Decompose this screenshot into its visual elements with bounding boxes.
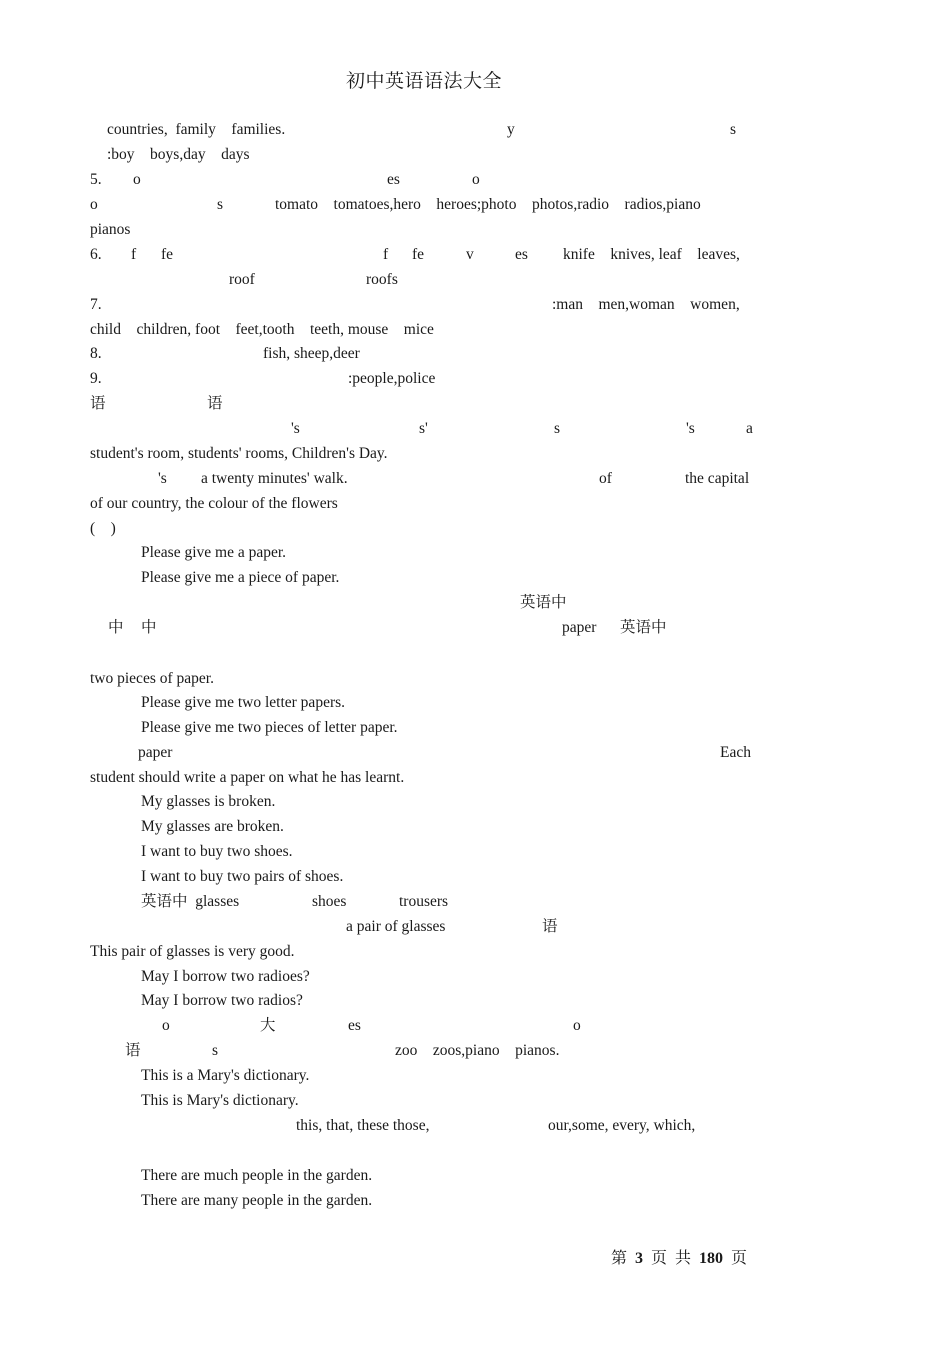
text-line: 's	[158, 470, 167, 487]
text-line: Please give me a paper.	[141, 544, 287, 561]
text-line: 's	[291, 420, 300, 437]
text-line: 语	[542, 918, 558, 935]
text-line: 英语中	[620, 619, 667, 636]
text-line: 6.	[90, 246, 102, 263]
text-line: es	[387, 171, 400, 188]
text-line: shoes	[312, 893, 347, 910]
text-line: 语	[207, 395, 223, 412]
text-line: tomato tomatoes,hero heroes;photo photos,radio radios,piano	[275, 196, 701, 213]
text-line: fe	[161, 246, 174, 263]
text-line: student should write a paper on what he has learnt.	[90, 769, 405, 786]
text-line: My glasses is broken.	[141, 793, 276, 810]
text-line: es	[515, 246, 528, 263]
text-line: o	[472, 171, 480, 188]
text-line: Please give me a piece of paper.	[141, 569, 340, 586]
text-line: 英语中	[520, 594, 567, 611]
footer-total-pages: 180	[699, 1250, 724, 1267]
text-line: My glasses are broken.	[141, 818, 284, 835]
text-line: May I borrow two radios?	[141, 992, 303, 1009]
text-line: es	[348, 1017, 361, 1034]
text-line: student's room, students' rooms, Children's Day.	[90, 445, 388, 462]
footer-mid: 页 共	[651, 1250, 692, 1267]
text-line: pianos	[90, 221, 131, 238]
text-line: 中	[141, 619, 157, 636]
text-line: of our country, the colour of the flowers	[90, 495, 338, 512]
text-line: s	[730, 121, 737, 138]
text-line: a twenty minutes' walk.	[201, 470, 348, 487]
text-line: the capital	[685, 470, 750, 487]
text-line: o	[573, 1017, 581, 1034]
text-line: paper	[562, 619, 597, 636]
text-line: Please give me two pieces of letter paper.	[141, 719, 398, 736]
text-line: This is Mary's dictionary.	[141, 1092, 299, 1109]
text-line: trousers	[399, 893, 449, 910]
text-line: Each	[720, 744, 751, 761]
text-line: 's	[686, 420, 695, 437]
text-line: s'	[419, 420, 428, 437]
text-line: 中	[108, 619, 124, 636]
text-line: 8.	[90, 345, 102, 362]
text-line: f	[383, 246, 389, 263]
text-line: s	[212, 1042, 219, 1059]
text-line: fish, sheep,deer	[263, 345, 360, 362]
text-line: 语	[125, 1042, 141, 1059]
text-line: this, that, these those,	[296, 1117, 430, 1134]
text-line: o	[133, 171, 141, 188]
text-line: a	[746, 420, 753, 437]
text-line: two pieces of paper.	[90, 670, 214, 687]
text-line: f	[131, 246, 137, 263]
text-line: 大	[260, 1017, 276, 1034]
text-line: fe	[412, 246, 425, 263]
text-line: :boy boys,day days	[107, 146, 250, 163]
text-line: roof	[229, 271, 255, 288]
text-line: May I borrow two radioes?	[141, 968, 310, 985]
text-line: o	[162, 1017, 170, 1034]
text-line: There are many people in the garden.	[141, 1192, 373, 1209]
text-line: paper	[138, 744, 173, 761]
text-line: 9.	[90, 370, 102, 387]
text-line: a pair of glasses	[346, 918, 446, 935]
footer-suffix: 页	[731, 1250, 748, 1267]
text-line: zoo zoos,piano pianos.	[395, 1042, 560, 1059]
text-line: :man men,woman women,	[552, 296, 740, 313]
text-line: This pair of glasses is very good.	[90, 943, 295, 960]
text-line: I want to buy two pairs of shoes.	[141, 868, 344, 885]
text-line: :people,police	[348, 370, 436, 387]
text-line: 7.	[90, 296, 102, 313]
text-line: 英语中 glasses	[141, 893, 240, 910]
text-line: v	[466, 246, 474, 263]
text-line: I want to buy two shoes.	[141, 843, 293, 860]
text-line: child children, foot feet,tooth teeth, mouse mice	[90, 321, 434, 338]
text-line: of	[599, 470, 612, 487]
text-line: our,some, every, which,	[548, 1117, 696, 1134]
text-line: knife knives, leaf leaves,	[563, 246, 740, 263]
text-line: o	[90, 196, 98, 213]
text-line: 5.	[90, 171, 102, 188]
footer-page-number: 3	[635, 1250, 644, 1267]
text-line: countries, family families.	[107, 121, 286, 138]
text-line: s	[554, 420, 561, 437]
page-footer	[611, 1245, 747, 1268]
page-title: 初中英语语法大全	[346, 71, 503, 92]
text-line: s	[217, 196, 224, 213]
text-line: 语	[90, 395, 106, 412]
text-line: ( )	[90, 520, 116, 537]
text-line: There are much people in the garden.	[141, 1167, 373, 1184]
footer-prefix: 第	[611, 1250, 628, 1267]
text-line: Please give me two letter papers.	[141, 694, 346, 711]
text-line: y	[507, 121, 515, 138]
text-line: roofs	[366, 271, 398, 288]
text-line: This is a Mary's dictionary.	[141, 1067, 310, 1084]
